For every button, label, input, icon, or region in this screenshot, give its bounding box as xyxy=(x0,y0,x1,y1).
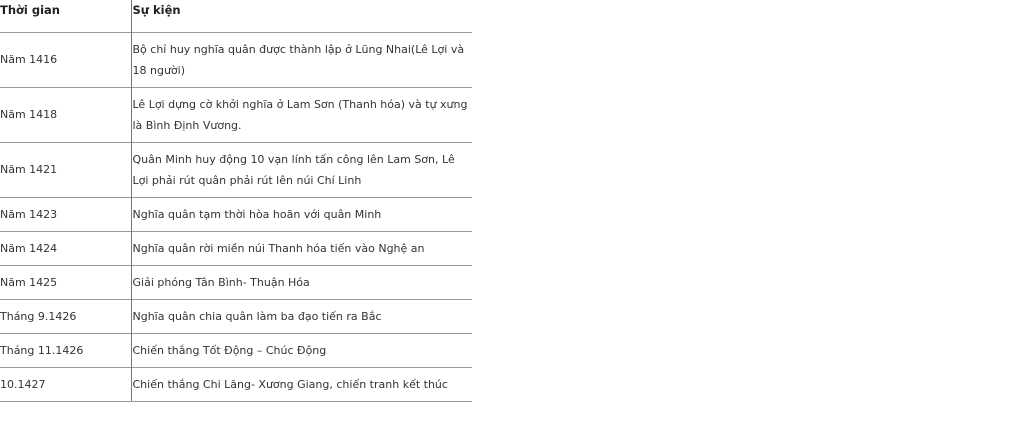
cell-event: Quân Minh huy động 10 vạn lính tấn công lên Lam Sơn, Lê Lợi phải rút quân phải rút lên núi Chí Linh xyxy=(131,142,472,197)
events-table xyxy=(0,0,472,402)
header-event: Sự kiện xyxy=(131,0,472,32)
cell-event: Bộ chỉ huy nghĩa quân được thành lập ở Lũng Nhai(Lê Lợi và 18 người) xyxy=(131,32,472,87)
header-time: Thời gian xyxy=(0,3,60,17)
cell-event: Nghĩa quân chia quân làm ba đạo tiến ra Bắc xyxy=(131,299,472,333)
table-row xyxy=(0,231,472,265)
cell-time: Năm 1424 xyxy=(0,231,131,265)
header-row xyxy=(0,0,472,32)
cell-time: Tháng 11.1426 xyxy=(0,333,131,367)
cell-event: Chiến thắng Chi Lăng- Xương Giang, chiến tranh kết thúc xyxy=(131,367,472,401)
table-body xyxy=(0,32,472,401)
table-row xyxy=(0,87,472,142)
table-row xyxy=(0,333,472,367)
cell-event: Giải phóng Tân Bình- Thuận Hóa xyxy=(131,265,472,299)
cell-event: Nghĩa quân rời miền núi Thanh hóa tiến vào Nghệ an xyxy=(131,231,472,265)
cell-time: Năm 1425 xyxy=(0,265,131,299)
cell-time: 10.1427 xyxy=(0,367,131,401)
cell-event: Nghĩa quân tạm thời hòa hoãn với quân Minh xyxy=(131,197,472,231)
table-row xyxy=(0,265,472,299)
cell-time: Tháng 9.1426 xyxy=(0,299,131,333)
cell-time: Năm 1418 xyxy=(0,87,131,142)
events-table-container xyxy=(0,0,472,402)
cell-time: Năm 1416 xyxy=(0,32,131,87)
table-row xyxy=(0,367,472,401)
cell-event: Chiến thắng Tốt Động – Chúc Động xyxy=(131,333,472,367)
table-row xyxy=(0,142,472,197)
table-row xyxy=(0,299,472,333)
cell-event: Lê Lợi dựng cờ khởi nghĩa ở Lam Sơn (Thanh hóa) và tự xưng là Bình Định Vương. xyxy=(131,87,472,142)
table-header xyxy=(0,0,472,32)
cell-time: Năm 1421 xyxy=(0,142,131,197)
table-row xyxy=(0,32,472,87)
table-row xyxy=(0,197,472,231)
cell-time: Năm 1423 xyxy=(0,197,131,231)
